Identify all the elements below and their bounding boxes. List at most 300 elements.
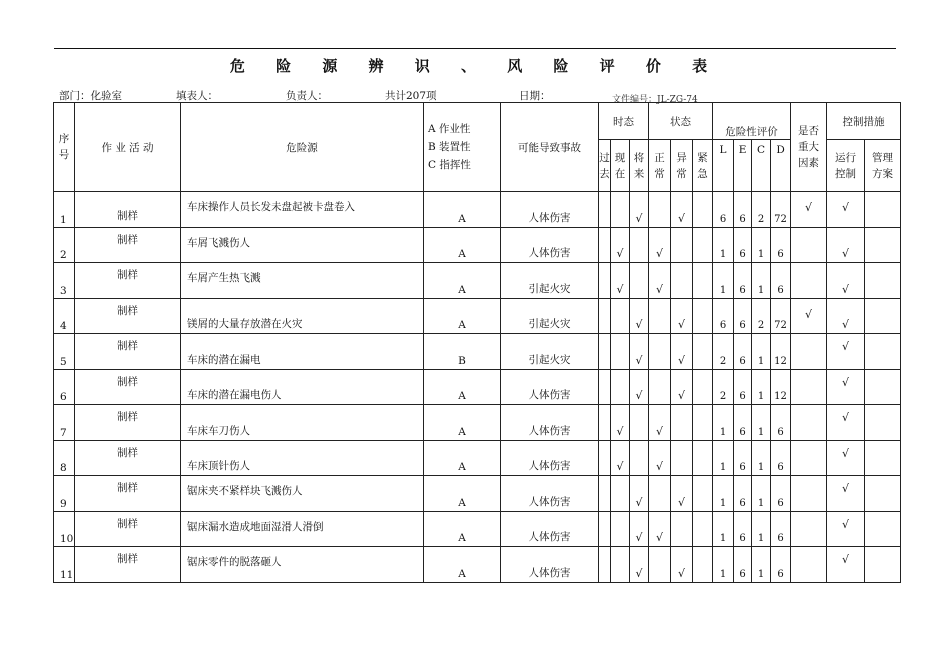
risk-d-cell	[771, 369, 791, 405]
table-row	[54, 263, 901, 299]
hazard-cell	[181, 476, 424, 512]
risk-group-header: 危险性评价	[713, 103, 791, 140]
type-cell	[424, 547, 501, 583]
hazard-cell	[181, 227, 424, 263]
check-mark: √	[678, 318, 686, 331]
risk-e-cell	[734, 263, 752, 299]
check-mark: √	[656, 460, 664, 473]
table-row	[54, 547, 901, 583]
hazard-table	[53, 102, 901, 583]
state-abnormal-cell	[671, 440, 693, 476]
risk-l-value: 1	[719, 533, 727, 544]
tense-past-cell	[599, 405, 611, 441]
col-normal-header: 正 常	[649, 140, 671, 192]
activity-text: 制样	[117, 375, 138, 388]
accident-cell	[501, 298, 599, 334]
mgmt-plan-cell	[865, 440, 901, 476]
risk-l-value: 2	[719, 355, 727, 367]
risk-e-value: 6	[739, 497, 746, 509]
risk-c-cell	[752, 369, 771, 405]
mgmt-plan-cell	[865, 369, 901, 405]
table-row	[54, 476, 901, 512]
state-normal-cell	[649, 440, 671, 476]
accident-text: 人体伤害	[528, 389, 571, 401]
state-abnormal-cell	[671, 192, 693, 228]
risk-d-value: 6	[777, 249, 784, 260]
hazard-cell	[181, 192, 424, 228]
row-number: 6	[60, 391, 67, 403]
tense-now-cell	[611, 334, 630, 370]
accident-text: 引起火灾	[528, 353, 571, 366]
check-mark: √	[678, 211, 686, 225]
accident-cell	[501, 227, 599, 263]
row-number: 1	[60, 213, 67, 226]
accident-text: 人体伤害	[528, 247, 571, 259]
responsible-label: 负责人：	[286, 90, 328, 102]
activity-text: 制样	[117, 269, 138, 281]
hazard-cell	[181, 440, 424, 476]
risk-d-value: 6	[777, 497, 784, 509]
activity-cell	[75, 511, 181, 547]
total-count: 共计207项	[385, 90, 437, 102]
activity-cell	[75, 227, 181, 263]
risk-e-value: 6	[739, 426, 746, 438]
col-accident-header: 可能导致事故	[501, 103, 599, 192]
hazard-type: A	[458, 461, 466, 473]
check-mark: √	[656, 531, 664, 544]
risk-l-cell	[713, 334, 734, 370]
risk-l-cell	[713, 192, 734, 228]
risk-d-value: 72	[774, 320, 787, 331]
risk-e-cell	[734, 298, 752, 334]
major-factor-cell	[791, 547, 827, 583]
col-mgmt-plan-header: 管理 方案	[865, 140, 901, 192]
col-type-header: A 作业性 B 装置性 C 指挥性	[424, 103, 501, 192]
row-number-cell	[54, 263, 75, 299]
hazard-cell	[181, 405, 424, 441]
risk-e-value: 6	[739, 249, 746, 260]
activity-cell	[75, 298, 181, 334]
check-mark: √	[805, 201, 813, 214]
risk-e-value: 6	[739, 391, 746, 402]
type-cell	[424, 298, 501, 334]
accident-cell	[501, 511, 599, 547]
major-factor-cell	[791, 511, 827, 547]
risk-e-value: 6	[739, 320, 746, 331]
risk-c-cell	[752, 476, 771, 512]
accident-text: 人体伤害	[528, 424, 571, 437]
state-normal-cell	[649, 334, 671, 370]
tense-future-cell	[630, 547, 649, 583]
major-factor-cell	[791, 405, 827, 441]
row-number-cell	[54, 334, 75, 370]
row-number-cell	[54, 547, 75, 583]
tense-future-cell	[630, 298, 649, 334]
risk-e-value: 6	[739, 462, 746, 473]
risk-d-cell	[771, 405, 791, 441]
type-cell	[424, 369, 501, 405]
activity-text: 制样	[117, 233, 138, 246]
state-urgent-cell	[693, 334, 713, 370]
row-number-cell	[54, 476, 75, 512]
row-number: 4	[60, 320, 67, 332]
hazard-text: 车床操作人员长发未盘起被卡盘卷入	[187, 201, 355, 213]
state-normal-cell	[649, 298, 671, 334]
check-mark: √	[842, 411, 850, 424]
state-abnormal-cell	[671, 334, 693, 370]
risk-d-cell	[771, 192, 791, 228]
check-mark: √	[842, 375, 850, 389]
risk-c-value: 1	[757, 497, 765, 509]
check-mark: √	[616, 282, 624, 296]
risk-l-value: 6	[719, 320, 727, 331]
run-control-cell	[827, 192, 865, 228]
col-future-header: 将 来	[630, 140, 649, 192]
run-control-cell	[827, 440, 865, 476]
risk-c-cell	[752, 263, 771, 299]
type-cell	[424, 263, 501, 299]
tense-past-cell	[599, 511, 611, 547]
document-title: 危 险 源 辨 识 、 风 险 评 价 表	[229, 57, 721, 75]
tense-past-cell	[599, 440, 611, 476]
check-mark: √	[635, 353, 643, 367]
check-mark: √	[616, 247, 624, 260]
mgmt-plan-cell	[865, 263, 901, 299]
col-now-header: 现 在	[611, 140, 630, 192]
hazard-type: B	[458, 354, 466, 367]
check-mark: √	[805, 307, 813, 321]
run-control-cell	[827, 298, 865, 334]
risk-l-cell	[713, 263, 734, 299]
check-mark: √	[842, 517, 850, 531]
run-control-cell	[827, 227, 865, 263]
row-number: 10	[60, 533, 74, 545]
risk-l-cell	[713, 547, 734, 583]
type-cell	[424, 476, 501, 512]
risk-e-cell	[734, 405, 752, 441]
hazard-text: 镁屑的大量存放潜在火灾	[187, 318, 303, 330]
tense-group-header: 时态	[599, 103, 649, 140]
table-row	[54, 334, 901, 370]
type-cell	[424, 227, 501, 263]
risk-c-value: 2	[757, 213, 765, 225]
check-mark: √	[678, 353, 686, 367]
state-abnormal-cell	[671, 227, 693, 263]
activity-text: 制样	[117, 446, 138, 459]
risk-d-value: 12	[774, 355, 787, 367]
check-mark: √	[842, 446, 850, 460]
activity-cell	[75, 192, 181, 228]
hazard-cell	[181, 369, 424, 405]
run-control-cell	[827, 334, 865, 370]
tense-now-cell	[611, 298, 630, 334]
major-factor-cell	[791, 440, 827, 476]
accident-cell	[501, 263, 599, 299]
state-normal-cell	[649, 476, 671, 512]
accident-cell	[501, 369, 599, 405]
risk-c-cell	[752, 440, 771, 476]
hazard-text: 车床车刀伤人	[187, 424, 250, 437]
check-mark: √	[616, 460, 624, 473]
risk-e-cell	[734, 440, 752, 476]
major-factor-cell	[791, 476, 827, 512]
accident-cell	[501, 405, 599, 441]
file-number: 文件编号：JL-ZG-74	[612, 95, 698, 105]
accident-text: 人体伤害	[528, 566, 571, 579]
check-mark: √	[678, 566, 686, 580]
check-mark: √	[635, 389, 643, 402]
risk-c-value: 1	[757, 462, 765, 473]
risk-d-cell	[771, 547, 791, 583]
activity-cell	[75, 369, 181, 405]
activity-text: 制样	[117, 340, 138, 352]
major-factor-cell	[791, 192, 827, 228]
state-abnormal-cell	[671, 476, 693, 512]
tense-future-cell	[630, 227, 649, 263]
risk-e-cell	[734, 511, 752, 547]
major-factor-cell	[791, 263, 827, 299]
accident-text: 人体伤害	[528, 531, 571, 543]
check-mark: √	[656, 424, 664, 438]
table-row	[54, 369, 901, 405]
risk-e-value: 6	[739, 568, 746, 580]
date-label: 日期：	[519, 90, 551, 102]
hazard-cell	[181, 298, 424, 334]
risk-d-value: 6	[777, 426, 784, 438]
col-run-control-header: 运行 控制	[827, 140, 865, 192]
state-urgent-cell	[693, 511, 713, 547]
check-mark: √	[842, 201, 850, 214]
row-number: 9	[60, 497, 67, 510]
mgmt-plan-cell	[865, 547, 901, 583]
run-control-cell	[827, 369, 865, 405]
activity-cell	[75, 440, 181, 476]
tense-past-cell	[599, 263, 611, 299]
tense-future-cell	[630, 192, 649, 228]
risk-c-value: 1	[757, 568, 765, 580]
type-cell	[424, 192, 501, 228]
risk-d-value: 6	[777, 568, 784, 580]
tense-past-cell	[599, 476, 611, 512]
risk-d-value: 6	[777, 284, 784, 296]
risk-c-value: 1	[757, 426, 765, 438]
check-mark: √	[635, 211, 643, 225]
run-control-cell	[827, 511, 865, 547]
accident-text: 引起火灾	[528, 318, 571, 330]
state-urgent-cell	[693, 476, 713, 512]
risk-c-value: 1	[757, 533, 765, 544]
risk-l-cell	[713, 476, 734, 512]
risk-e-cell	[734, 334, 752, 370]
state-abnormal-cell	[671, 263, 693, 299]
type-cell	[424, 511, 501, 547]
tense-now-cell	[611, 227, 630, 263]
state-urgent-cell	[693, 192, 713, 228]
state-urgent-cell	[693, 227, 713, 263]
risk-l-value: 2	[719, 391, 727, 402]
hazard-text: 车床顶针伤人	[187, 460, 250, 472]
risk-l-value: 1	[719, 568, 727, 580]
mgmt-plan-cell	[865, 192, 901, 228]
state-urgent-cell	[693, 547, 713, 583]
row-number: 2	[60, 249, 67, 261]
hazard-type: A	[458, 248, 466, 260]
hazard-type: A	[458, 283, 466, 296]
risk-c-cell	[752, 405, 771, 441]
col-l-header: L	[713, 140, 734, 192]
tense-now-cell	[611, 440, 630, 476]
mgmt-plan-cell	[865, 511, 901, 547]
tense-future-cell	[630, 263, 649, 299]
risk-d-cell	[771, 334, 791, 370]
tense-now-cell	[611, 547, 630, 583]
tense-now-cell	[611, 263, 630, 299]
state-normal-cell	[649, 192, 671, 228]
state-urgent-cell	[693, 298, 713, 334]
col-major-header: 是否 重大 因素	[791, 103, 827, 192]
hazard-type: A	[458, 319, 466, 331]
tense-past-cell	[599, 227, 611, 263]
accident-text: 引起火灾	[528, 282, 571, 295]
risk-d-cell	[771, 476, 791, 512]
hazard-type: A	[458, 567, 466, 580]
run-control-cell	[827, 405, 865, 441]
hazard-type: A	[458, 532, 466, 544]
hazard-text: 锯床夹不紧样块飞溅伤人	[187, 485, 303, 497]
tense-now-cell	[611, 476, 630, 512]
tense-future-cell	[630, 369, 649, 405]
mgmt-plan-cell	[865, 298, 901, 334]
risk-c-value: 1	[757, 355, 765, 367]
check-mark: √	[635, 318, 643, 331]
activity-text: 制样	[117, 209, 138, 222]
activity-text: 制样	[117, 304, 138, 317]
col-e-header: E	[734, 140, 752, 192]
state-normal-cell	[649, 227, 671, 263]
accident-cell	[501, 192, 599, 228]
risk-d-value: 12	[774, 391, 787, 402]
department-label: 部门：化验室	[59, 90, 122, 102]
check-mark: √	[678, 389, 686, 402]
check-mark: √	[616, 424, 624, 438]
state-normal-cell	[649, 369, 671, 405]
risk-d-value: 6	[777, 533, 784, 544]
risk-c-cell	[752, 298, 771, 334]
state-normal-cell	[649, 263, 671, 299]
risk-e-cell	[734, 192, 752, 228]
col-seq-header: 序 号	[54, 103, 75, 192]
mgmt-plan-cell	[865, 334, 901, 370]
risk-l-cell	[713, 405, 734, 441]
activity-cell	[75, 547, 181, 583]
accident-cell	[501, 334, 599, 370]
tense-past-cell	[599, 547, 611, 583]
check-mark: √	[842, 482, 850, 495]
table-row	[54, 511, 901, 547]
top-rule	[54, 48, 896, 49]
tense-past-cell	[599, 298, 611, 334]
type-cell	[424, 405, 501, 441]
activity-text: 制样	[117, 517, 138, 530]
risk-c-value: 1	[757, 391, 765, 402]
risk-l-cell	[713, 227, 734, 263]
row-number: 8	[60, 462, 67, 474]
risk-c-value: 1	[757, 284, 765, 296]
row-number-cell	[54, 369, 75, 405]
major-factor-cell	[791, 369, 827, 405]
state-urgent-cell	[693, 440, 713, 476]
check-mark: √	[842, 247, 850, 260]
activity-text: 制样	[117, 482, 138, 494]
state-abnormal-cell	[671, 405, 693, 441]
risk-l-value: 1	[719, 497, 727, 509]
control-group-header: 控制措施	[827, 103, 901, 140]
hazard-text: 车屑飞溅伤人	[187, 236, 250, 249]
risk-c-value: 2	[757, 320, 765, 331]
activity-text: 制样	[117, 411, 138, 423]
hazard-text: 车屑产生热飞溅	[187, 272, 261, 284]
risk-e-cell	[734, 227, 752, 263]
table-row	[54, 405, 901, 441]
row-number: 7	[60, 426, 67, 439]
state-urgent-cell	[693, 369, 713, 405]
filler-label: 填表人：	[176, 90, 218, 102]
table-row	[54, 298, 901, 334]
tense-past-cell	[599, 192, 611, 228]
risk-d-value: 72	[774, 213, 787, 225]
table-row	[54, 440, 901, 476]
tense-now-cell	[611, 369, 630, 405]
hazard-type: A	[458, 390, 466, 402]
risk-l-value: 1	[719, 249, 727, 260]
mgmt-plan-cell	[865, 227, 901, 263]
hazard-text: 锯床零件的脱落砸人	[187, 556, 282, 568]
risk-c-cell	[752, 192, 771, 228]
state-group-header: 状态	[649, 103, 713, 140]
risk-d-value: 6	[777, 462, 784, 473]
row-number-cell	[54, 298, 75, 334]
tense-past-cell	[599, 334, 611, 370]
run-control-cell	[827, 547, 865, 583]
risk-e-value: 6	[739, 284, 746, 296]
row-number-cell	[54, 440, 75, 476]
state-abnormal-cell	[671, 511, 693, 547]
activity-cell	[75, 334, 181, 370]
hazard-text: 车床的潜在漏电伤人	[187, 389, 282, 401]
col-d-header: D	[771, 140, 791, 192]
type-cell	[424, 440, 501, 476]
state-urgent-cell	[693, 263, 713, 299]
risk-l-value: 1	[719, 462, 727, 473]
check-mark: √	[635, 495, 643, 509]
hazard-cell	[181, 547, 424, 583]
risk-e-value: 6	[739, 213, 746, 225]
row-number-cell	[54, 511, 75, 547]
major-factor-cell	[791, 227, 827, 263]
mgmt-plan-cell	[865, 476, 901, 512]
tense-future-cell	[630, 334, 649, 370]
state-abnormal-cell	[671, 547, 693, 583]
accident-text: 人体伤害	[528, 460, 571, 472]
check-mark: √	[678, 495, 686, 509]
activity-cell	[75, 476, 181, 512]
accident-text: 人体伤害	[528, 211, 571, 224]
hazard-cell	[181, 263, 424, 299]
col-abnormal-header: 异 常	[671, 140, 693, 192]
state-abnormal-cell	[671, 298, 693, 334]
state-urgent-cell	[693, 405, 713, 441]
row-number: 3	[60, 284, 67, 297]
